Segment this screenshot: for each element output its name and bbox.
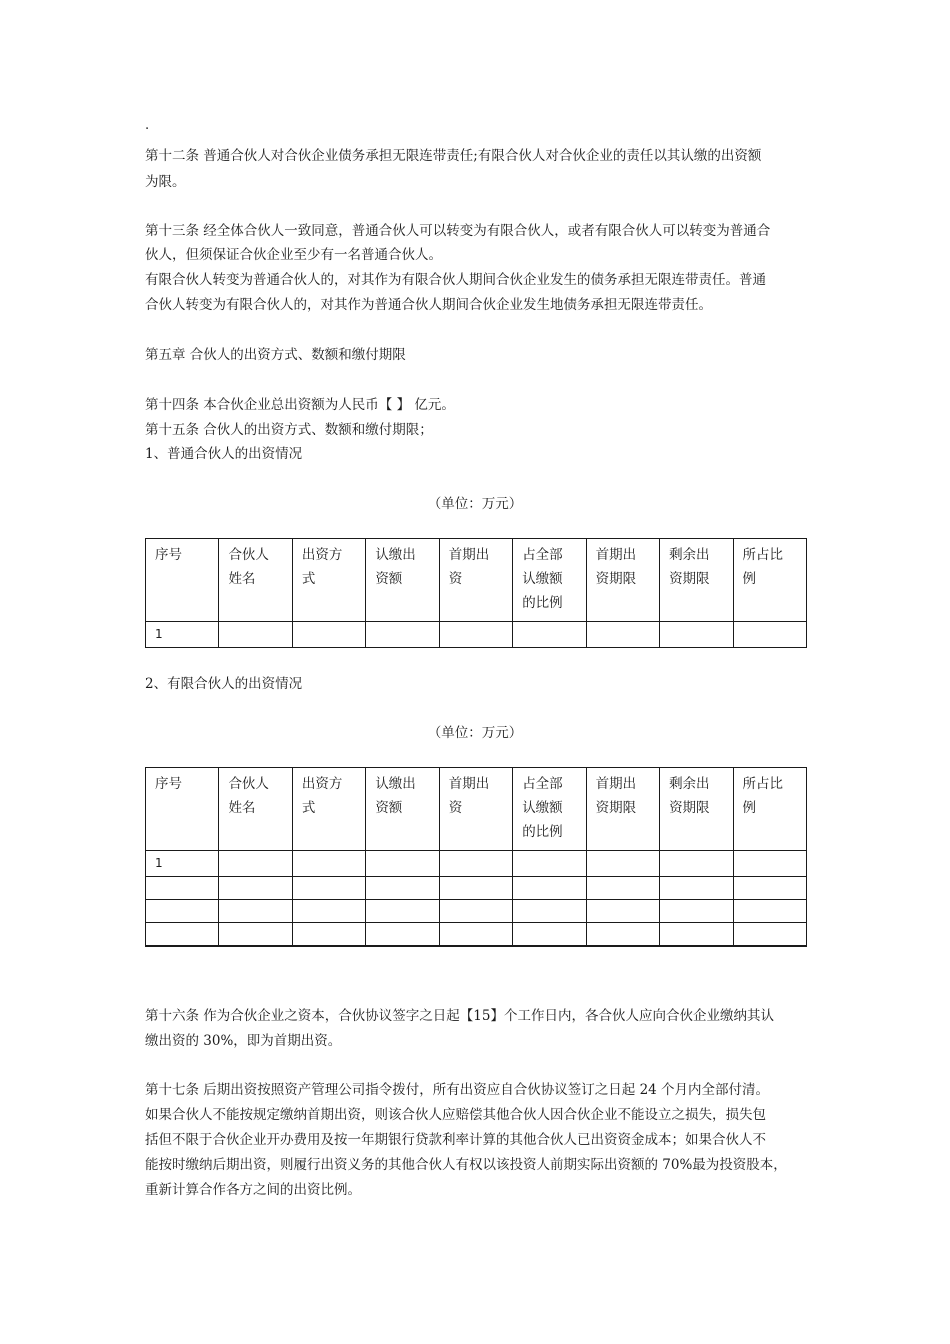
gp-table-cell [513,622,586,648]
gp-table-header-cell [513,539,586,622]
lp-table-cell [439,877,512,900]
unit-label-2: （单位：万元） [427,725,523,741]
gp-table-header-text: 资 [448,571,463,587]
lp-table-cell [292,923,365,947]
gp-table-header-text: 资额 [375,571,403,587]
gp-table-header-text: 的比例 [522,595,563,611]
gp-table-header-cell [660,539,733,622]
gp-table-header-text: 认缴出 [375,547,416,563]
article-16-line-1: 第十六条 作为合伙企业之资本，合伙协议签字之日起【15】个工作日内，各合伙人应向合伙企业缴纳其认 [145,1008,774,1024]
gp-table-header-cell [146,539,219,622]
limited-partner-contribution-table [145,767,807,947]
section-1-title: 1、普通合伙人的出资情况 [145,446,303,462]
article-17-line-5: 重新计算合作各方之间的出资比例。 [145,1182,361,1198]
gp-table-header-cell [439,539,512,622]
lp-table-header-text: 占全部 [522,776,563,792]
lp-table-header-cell [660,768,733,851]
chapter-5-heading: 第五章 合伙人的出资方式、数额和缴付期限 [145,347,406,363]
gp-table-header-cell [733,539,807,622]
article-13-line-1: 第十三条 经全体合伙人一致同意，普通合伙人可以转变为有限合伙人，或者有限合伙人可以转变为普通合 [145,223,771,239]
gp-table-header-text: 资期限 [595,571,637,587]
gp-table-cell [586,622,659,648]
lp-table-cell [660,923,733,947]
gp-table-header-cell [366,539,439,622]
lp-table-cell [366,923,439,947]
article-13-line-4: 合伙人转变为有限合伙人的，对其作为普通合伙人期间合伙企业发生地债务承担无限连带责任。 [145,297,712,313]
lp-table-cell [439,923,512,947]
article-17-line-4: 能按时缴纳后期出资，则履行出资义务的其他合伙人有权以该投资人前期实际出资额的 70%最为投资股本， [145,1157,787,1173]
lp-table-header-text: 认缴出 [375,776,416,792]
gp-table-cell: 1 [146,622,219,648]
lp-table-cell [660,900,733,923]
lp-table-cell [513,900,586,923]
lp-table-header-text: 合伙人 [228,776,269,792]
lp-table-header-cell [146,768,219,851]
gp-table-header-text: 式 [301,571,316,587]
lp-table-cell [513,877,586,900]
lp-table-cell [733,900,807,923]
gp-table-header-text: 资期限 [669,571,710,587]
gp-table-header-text: 例 [742,571,756,587]
lp-table-header-text: 序号 [155,776,182,792]
article-16-line-2: 缴出资的 30%，即为首期出资。 [145,1033,342,1049]
lp-table-header-cell [219,768,292,851]
gp-table-header-text: 姓名 [228,571,256,587]
lp-table-header-cell [513,768,586,851]
article-17-line-2: 如果合伙人不能按规定缴纳首期出资，则该合伙人应赔偿其他合伙人因合伙企业不能设立之损失，损失包 [145,1107,766,1123]
lp-table-header-text: 资额 [375,800,403,816]
lp-table-header-cell [366,768,439,851]
lp-table-header-cell [733,768,807,851]
lp-table-cell [366,877,439,900]
article-12-line-1: 第十二条 普通合伙人对合伙企业债务承担无限连带责任;有限合伙人对合伙企业的责任以其认缴的出资额 [145,148,762,164]
lp-table-header-cell [439,768,512,851]
lp-table-header-text: 出资方 [301,776,343,792]
page-dot-marker: . [145,118,150,133]
gp-table-header-text: 出资方 [301,547,343,563]
lp-table-cell [439,900,512,923]
gp-table-cell [733,622,807,648]
lp-table-cell [219,900,292,923]
article-14: 第十四条 本合伙企业总出资额为人民币【 】 亿元。 [145,397,455,413]
gp-table-header-text: 剩余出 [669,547,710,563]
article-12-line-2: 为限。 [145,174,186,190]
section-2-title: 2、有限合伙人的出资情况 [145,676,303,692]
lp-table-header-text: 认缴额 [522,800,563,816]
lp-table-header-text: 式 [301,800,316,816]
lp-table-cell [439,851,512,877]
lp-table-cell [660,851,733,877]
gp-table-header-cell [219,539,292,622]
lp-table-cell [146,877,219,900]
lp-table-cell [733,851,807,877]
lp-table-header-text: 的比例 [522,824,563,840]
unit-label-1: （单位：万元） [427,496,523,512]
lp-table-cell [292,877,365,900]
lp-table-header-text: 资期限 [595,800,637,816]
lp-table-cell [513,923,586,947]
gp-table-header-row [146,539,807,622]
gp-table-header-text: 合伙人 [228,547,269,563]
lp-table-cell [586,877,659,900]
lp-table-row [146,900,807,923]
lp-table-cell [292,900,365,923]
lp-table-cell [366,900,439,923]
lp-table-cell [586,923,659,947]
lp-table-header-text: 首期出 [448,776,490,792]
article-13-line-2: 伙人，但须保证合伙企业至少有一名普通合伙人。 [145,247,442,263]
lp-table-cell [292,851,365,877]
gp-table-header-text: 占全部 [522,547,563,563]
lp-table-cell [660,877,733,900]
gp-table-cell [366,622,439,648]
lp-table-header-text: 资期限 [669,800,710,816]
article-15: 第十五条 合伙人的出资方式、数额和缴付期限； [145,422,433,438]
lp-table-cell [366,851,439,877]
general-partner-contribution-table [145,538,807,648]
lp-table-header-text: 姓名 [228,800,256,816]
lp-table-header-row [146,768,807,851]
lp-table-row [146,877,807,900]
lp-table-cell [219,877,292,900]
article-17-line-1: 第十七条 后期出资按照资产管理公司指令拨付，所有出资应自合伙协议签订之日起 24 个月内全部付清。 [145,1082,770,1098]
lp-table-header-cell [586,768,659,851]
gp-table-header-cell [292,539,365,622]
lp-table-cell: 1 [146,851,219,877]
gp-table-header-text: 认缴额 [522,571,563,587]
gp-table-cell [660,622,733,648]
lp-table-cell [146,900,219,923]
gp-table-header-text: 首期出 [595,547,637,563]
lp-table-cell [586,900,659,923]
lp-table-header-text: 资 [448,800,463,816]
gp-table-header-text: 所占比 [742,547,783,563]
lp-table-cell [219,923,292,947]
lp-table-cell [586,851,659,877]
lp-table-header-text: 首期出 [595,776,637,792]
gp-table-cell [439,622,512,648]
lp-table-row [146,851,807,877]
lp-table-cell [513,851,586,877]
lp-table-header-text: 例 [742,800,756,816]
article-13-line-3: 有限合伙人转变为普通合伙人的，对其作为有限合伙人期间合伙企业发生的债务承担无限连带责任。普通 [145,272,766,288]
lp-table-cell [219,851,292,877]
article-17-line-3: 括但不限于合伙企业开办费用及按一年期银行贷款利率计算的其他合伙人已出资资金成本；如果合伙人不 [145,1132,766,1148]
lp-table-header-cell [292,768,365,851]
gp-table-header-cell [586,539,659,622]
gp-table-header-text: 序号 [155,547,182,563]
lp-table-cell [733,877,807,900]
lp-table-header-text: 所占比 [742,776,783,792]
lp-table-cell [733,923,807,947]
lp-table-header-text: 剩余出 [669,776,710,792]
lp-table-row [146,923,807,947]
gp-table-cell [292,622,365,648]
gp-table-cell [219,622,292,648]
gp-table-row [146,622,807,648]
gp-table-header-text: 首期出 [448,547,490,563]
lp-table-cell [146,923,219,947]
